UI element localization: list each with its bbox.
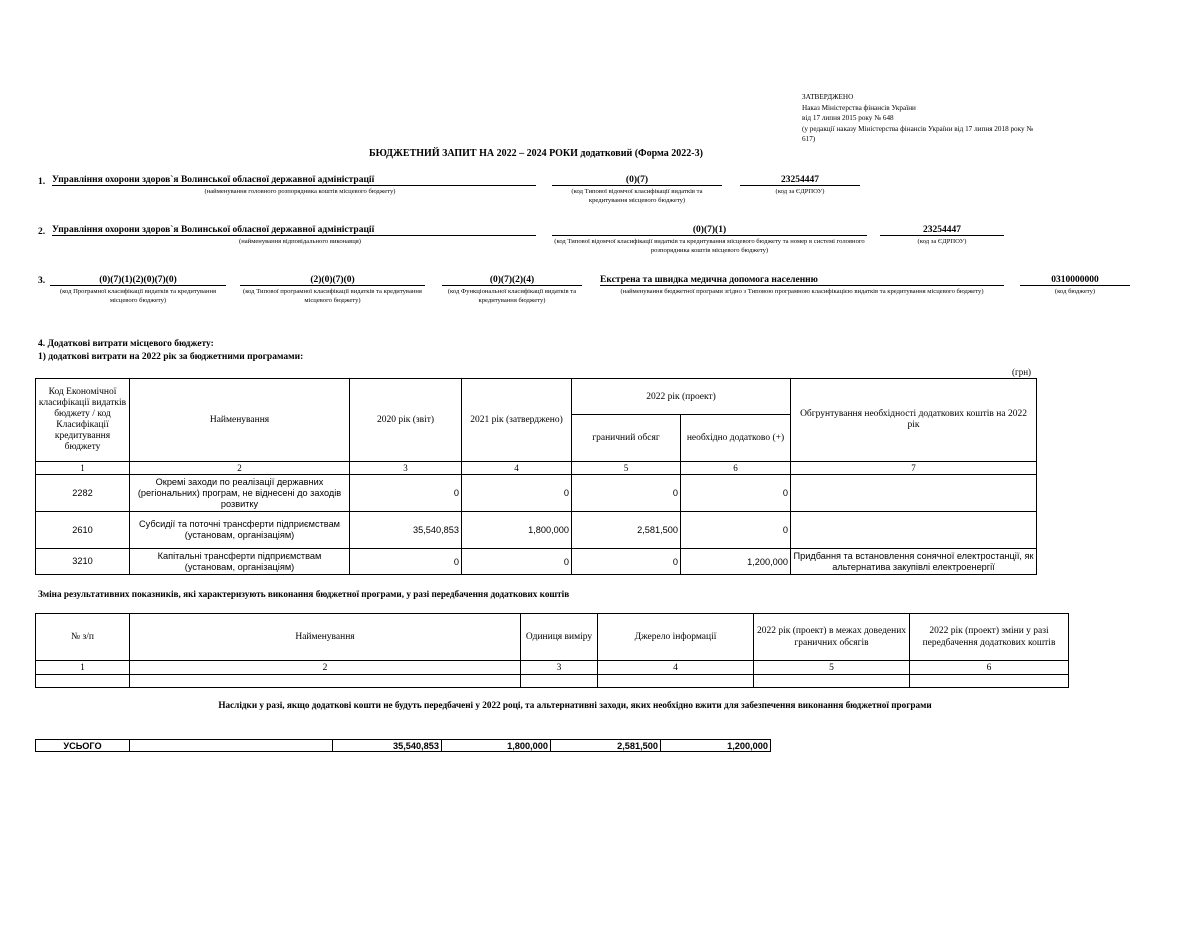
edrpou-code: 23254447: [740, 175, 860, 186]
edrpou-code: 23254447: [880, 225, 1004, 236]
table-row: [36, 475, 1037, 512]
field-caption: (код Функціональної класифікації видатків та кредитування бюджету): [447, 288, 577, 304]
column-number: 4: [462, 462, 572, 475]
column-number: 2: [130, 462, 350, 475]
executor-code: (0)(7)(1): [552, 225, 867, 236]
row-2020: 35,540,853: [350, 512, 462, 549]
row-2020: 0: [350, 475, 462, 512]
column-number: 6: [681, 462, 791, 475]
row-extra: 0: [681, 512, 791, 549]
table-row: [36, 512, 1037, 549]
table-row: [36, 549, 1037, 575]
total-limit: 2,581,500: [551, 740, 661, 752]
field-caption: (код Програмної класифікації видатків та кредитування місцевого бюджету): [59, 288, 217, 304]
row-2021: 0: [462, 549, 572, 575]
row-note: [791, 512, 1037, 549]
header-source: Джерело інформації: [598, 614, 754, 661]
row-code: 2610: [36, 512, 130, 549]
approval-line: від 17 липня 2015 року № 648: [802, 114, 894, 122]
page-title: БЮДЖЕТНИЙ ЗАПИТ НА 2022 – 2024 РОКИ додатковий (Форма 2022-3): [369, 148, 703, 159]
header-extra: необхідно додатково (+): [681, 415, 791, 462]
header-unit: Одиниця виміру: [521, 614, 598, 661]
header-justification: Обгрунтування необхідності додаткових коштів на 2022 рік: [791, 379, 1037, 462]
field-caption: (найменування відповідального виконавця): [239, 238, 361, 245]
header-2022: 2022 рік (проект): [572, 379, 791, 415]
row-name: Субсидії та поточні трансферти підприємствам (установам, організаціям): [130, 512, 350, 549]
row-extra: 1,200,000: [681, 549, 791, 575]
header-name: Найменування: [130, 614, 521, 661]
header-2021: 2021 рік (затверджено): [462, 379, 572, 462]
column-number: 1: [36, 661, 130, 675]
consequences-title: Наслідки у разі, якщо додаткові кошти не будуть передбачені у 2022 році, та альтернативні заходи, яких необхідно вжити для забезпечення виконання бюджетної програми: [218, 700, 932, 710]
header-within-limits: 2022 рік (проект) в межах доведених граничних обсягів: [754, 614, 910, 661]
field-caption: (найменування бюджетної програми згідно з Типовою програмною класифікацією видатків та кредитування місцевого бюджету): [620, 288, 984, 295]
expenses-table: [35, 378, 1037, 575]
row-name: Окремі заходи по реалізації державних (регіональних) програм, не віднесені до заходів розвитку: [130, 475, 350, 512]
row-number: 3.: [38, 276, 46, 286]
indicators-table: [35, 613, 1069, 688]
row-2021: 1,800,000: [462, 512, 572, 549]
row-limit: 2,581,500: [572, 512, 681, 549]
typical-program-code: (2)(0)(7)(0): [240, 275, 425, 286]
header-num: № з/п: [36, 614, 130, 661]
row-2021: 0: [462, 475, 572, 512]
column-number: 4: [598, 661, 754, 675]
total-2021: 1,800,000: [442, 740, 551, 752]
row-2020: 0: [350, 549, 462, 575]
program-code: (0)(7)(1)(2)(0)(7)(0): [50, 275, 226, 286]
approval-line: Наказ Міністерства фінансів України: [802, 103, 916, 112]
column-number: 3: [521, 661, 598, 675]
header-code: Код Економічної класифікації видатків бюджету / код Класифікації кредитування бюджету: [36, 379, 130, 462]
section-title: 4. Додаткові витрати місцевого бюджету:: [38, 339, 214, 349]
field-caption: (код Типової відомчої класифікації видатків та кредитування місцевого бюджету та номер в системі головного розпорядника коштів місцевого бюджету): [554, 238, 865, 254]
header-limit: граничний обсяг: [572, 415, 681, 462]
approval-block: [802, 92, 1042, 145]
field-caption: (код бюджету): [1054, 288, 1096, 295]
department-code: (0)(7): [552, 175, 722, 186]
total-row: [36, 740, 771, 752]
header-changes: 2022 рік (проект) зміни у разі передбачення додаткових коштів: [910, 614, 1069, 661]
total-label: УСЬОГО: [36, 740, 130, 752]
row-number: 2.: [38, 227, 46, 237]
row-extra: 0: [681, 475, 791, 512]
column-number: 5: [754, 661, 910, 675]
functional-code: (0)(7)(2)(4): [442, 275, 582, 286]
column-number: 6: [910, 661, 1069, 675]
field-caption: (код Типової відомчої класифікації видатків та кредитування місцевого бюджету): [571, 188, 703, 204]
row-name: Капітальні трансферти підприємствам (установам, організаціям): [130, 549, 350, 575]
column-number: 2: [130, 661, 521, 675]
field-caption: (код Типової програмної класифікації видатків та кредитування місцевого бюджету): [243, 288, 422, 304]
total-table: [35, 739, 771, 752]
row-code: 2282: [36, 475, 130, 512]
approval-line: (у редакції наказу Міністерства фінансів України від 17 липня 2018 року № 617): [802, 124, 1034, 143]
column-number: 5: [572, 462, 681, 475]
budget-code: 0310000000: [1020, 275, 1130, 286]
approval-line: ЗАТВЕРДЖЕНО: [802, 93, 854, 101]
total-extra: 1,200,000: [661, 740, 771, 752]
row-number: 1.: [38, 177, 46, 187]
field-caption: (код за ЄДРПОУ): [775, 188, 825, 195]
header-2020: 2020 рік (звіт): [350, 379, 462, 462]
column-number: 7: [791, 462, 1037, 475]
column-number: 1: [36, 462, 130, 475]
total-2020: 35,540,853: [333, 740, 442, 752]
row-code: 3210: [36, 549, 130, 575]
currency-unit: (грн): [1012, 367, 1032, 377]
section-subtitle: 1) додаткові витрати на 2022 рік за бюджетними програмами:: [38, 352, 304, 362]
field-caption: (найменування головного розпорядника коштів місцевого бюджету): [204, 188, 396, 195]
section-title: Зміна результативних показників, які характеризують виконання бюджетної програми, у разі передбачення додаткових коштів: [38, 589, 570, 599]
field-caption: (код за ЄДРПОУ): [917, 238, 967, 245]
executor-name: Управління охорони здоров`я Волинської обласної державної адміністрації: [52, 225, 536, 236]
table-row: [36, 675, 1069, 688]
chief-manager-name: Управління охорони здоров`я Волинської обласної державної адміністрації: [52, 175, 536, 186]
row-note: Придбання та встановлення сонячної електростанції, як альтернатива закупівлі електроенергії: [791, 549, 1037, 575]
row-limit: 0: [572, 475, 681, 512]
row-limit: 0: [572, 549, 681, 575]
column-number: 3: [350, 462, 462, 475]
header-name: Найменування: [130, 379, 350, 462]
program-name: Екстрена та швидка медична допомога населенню: [600, 275, 1004, 286]
row-note: [791, 475, 1037, 512]
